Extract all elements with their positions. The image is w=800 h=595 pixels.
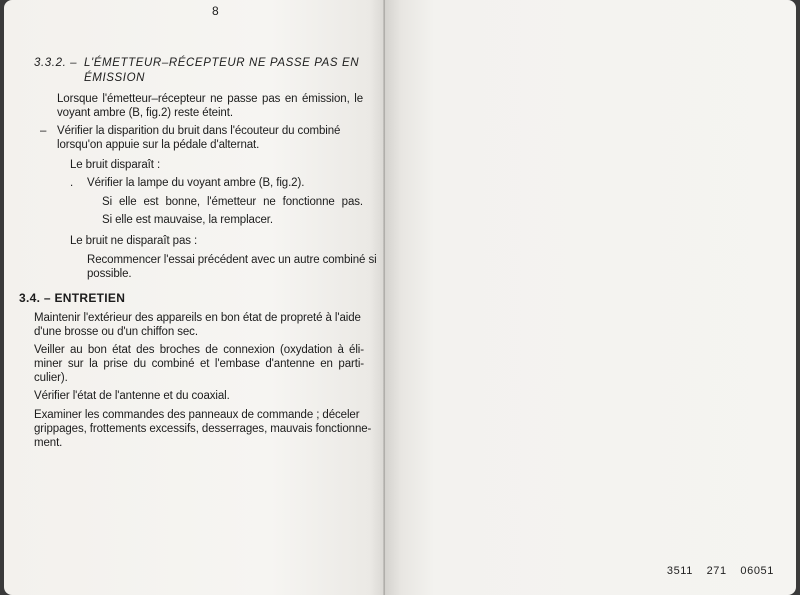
page-number: 8 [212,4,219,18]
maintenance-p4-line-1: Examiner les commandes des panneaux de commande ; déceler [34,409,360,421]
doc-ref-part-3: 06051 [740,565,774,577]
section-3-3-2-number: 3.3.2. – [34,57,78,69]
case-1-bullet: . [70,177,74,189]
check-line-1: Vérifier la disparition du bruit dans l'écouteur du combiné [57,125,341,137]
intro-line-1: Lorsque l'émetteur–récepteur ne passe pas en émission, le [57,93,363,105]
doc-ref-part-1: 3511 [666,565,693,577]
intro-line-2: voyant ambre (B, fig.2) reste éteint. [57,107,233,119]
maintenance-p3-line-1: Vérifier l'état de l'antenne et du coaxial. [34,390,230,402]
left-page [4,0,385,595]
case-1-bad: Si elle est mauvaise, la remplacer. [102,214,273,226]
case-2-label: Le bruit ne disparaît pas : [70,235,198,247]
maintenance-p1-line-2: d'une brosse ou d'un chiffon sec. [34,326,198,338]
doc-ref-part-2: 271 [706,565,727,577]
maintenance-p2-line-2: miner sur la prise du combiné et l'embase d'antenne en parti- [34,358,364,370]
case-1-good: Si elle est bonne, l'émetteur ne fonctionne pas. [102,196,363,208]
maintenance-p1-line-1: Maintenir l'extérieur des appareils en bon état de propreté à l'aide [34,312,361,324]
section-3-4-heading: 3.4. – ENTRETIEN [19,291,126,305]
section-3-3-2-title-line1: L'ÉMETTEUR–RÉCEPTEUR NE PASSE PAS EN [84,57,360,69]
document-reference [667,565,774,577]
case-2-line-1: Recommencer l'essai précédent avec un autre combiné si [87,254,377,266]
case-1-label: Le bruit disparaît : [70,159,161,171]
maintenance-p2-line-1: Veiller au bon état des broches de connexion (oxydation à éli- [34,344,364,356]
maintenance-p4-line-2: grippages, frottements excessifs, desserrages, mauvais fonctionne- [34,423,372,435]
case-2-line-2: possible. [87,268,132,280]
maintenance-p2-line-3: culier). [34,372,68,384]
right-page [385,0,796,595]
maintenance-p4-line-3: ment. [34,437,63,449]
check-line-2: lorsqu'on appuie sur la pédale d'alternat. [57,139,260,151]
case-1-action: Vérifier la lampe du voyant ambre (B, fig.2). [87,177,305,189]
check-dash: – [40,125,47,137]
section-3-3-2-title-line2: ÉMISSION [84,72,146,84]
